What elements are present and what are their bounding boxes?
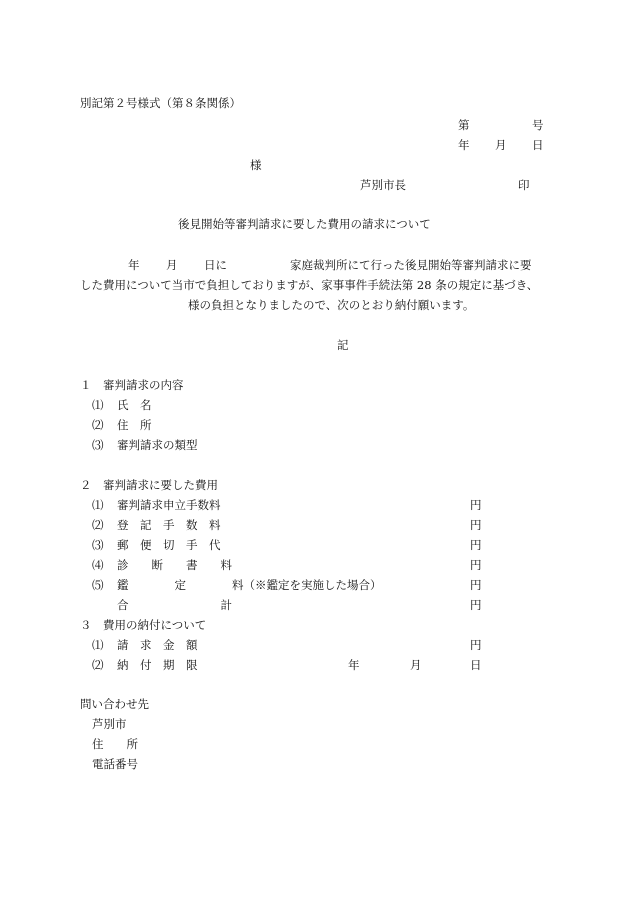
section-2-heading: ２ 審判請求に要した費用	[80, 478, 218, 492]
addressee-honorific: 様	[250, 158, 262, 172]
contact-phone-label: 電話番号	[92, 757, 138, 771]
number-prefix: 第	[458, 118, 470, 132]
form-label: 別記第２号様式（第８条関係）	[80, 96, 241, 110]
s2-item-3-unit: 円	[470, 538, 482, 552]
contact-heading: 問い合わせ先	[80, 697, 149, 711]
s2-item-4-label: 診 断 書 料	[117, 558, 232, 572]
body-line-1: 家庭裁判所にて行った後見開始等審判請求に要	[290, 258, 532, 272]
s1-item-3-label: 審判請求の類型	[117, 438, 198, 452]
s2-item-5-num: ⑸	[92, 578, 104, 592]
body-year: 年	[128, 258, 140, 272]
s3-item-2-num: ⑵	[92, 658, 104, 672]
s2-item-5-unit: 円	[470, 578, 482, 592]
number-suffix: 号	[532, 118, 544, 132]
s2-item-2-unit: 円	[470, 518, 482, 532]
body-line-3: 様の負担となりましたので、次のとおり納付願います。	[188, 298, 475, 312]
s1-item-1-num: ⑴	[92, 398, 104, 412]
s1-item-1-label: 氏 名	[117, 398, 152, 412]
s3-item-1-unit: 円	[470, 638, 482, 652]
date-month: 月	[495, 138, 507, 152]
s2-item-4-num: ⑷	[92, 558, 104, 572]
date-day: 日	[532, 138, 544, 152]
s2-item-4-unit: 円	[470, 558, 482, 572]
section-1-heading: １ 審判請求の内容	[80, 378, 184, 392]
s1-item-3-num: ⑶	[92, 438, 104, 452]
section-3-heading: ３ 費用の納付について	[80, 618, 207, 632]
s3-deadline-day: 日	[470, 658, 482, 672]
s3-item-1-label: 請 求 金 額	[117, 638, 198, 652]
s2-item-2-label: 登 記 手 数 料	[117, 518, 221, 532]
s3-deadline-month: 月	[410, 658, 422, 672]
ki-heading: 記	[337, 338, 349, 352]
body-line-2: した費用について当市で負担しておりますが、家事事件手続法第 28 条の規定に基づき、	[80, 278, 539, 292]
date-year: 年	[458, 138, 470, 152]
s3-deadline-year: 年	[348, 658, 360, 672]
s2-item-5-label: 鑑 定 料（※鑑定を実施した場合）	[117, 578, 382, 592]
s3-item-1-num: ⑴	[92, 638, 104, 652]
body-day: 日に	[204, 258, 227, 272]
contact-address-label: 住 所	[92, 737, 138, 751]
s2-item-3-num: ⑶	[92, 538, 104, 552]
s2-total-unit: 円	[470, 598, 482, 612]
s2-item-1-label: 審判請求申立手数料	[117, 498, 221, 512]
sender-name: 芦別市長	[360, 178, 406, 192]
contact-org: 芦別市	[92, 717, 127, 731]
s2-item-2-num: ⑵	[92, 518, 104, 532]
body-month: 月	[166, 258, 178, 272]
s1-item-2-label: 住 所	[117, 418, 152, 432]
s2-total-label: 合 計	[117, 598, 232, 612]
s3-item-2-label: 納 付 期 限	[117, 658, 198, 672]
s2-item-1-unit: 円	[470, 498, 482, 512]
s1-item-2-num: ⑵	[92, 418, 104, 432]
document-title: 後見開始等審判請求に要した費用の請求について	[178, 217, 431, 231]
s2-item-1-num: ⑴	[92, 498, 104, 512]
seal-mark: 印	[518, 178, 530, 192]
s2-item-3-label: 郵 便 切 手 代	[117, 538, 221, 552]
